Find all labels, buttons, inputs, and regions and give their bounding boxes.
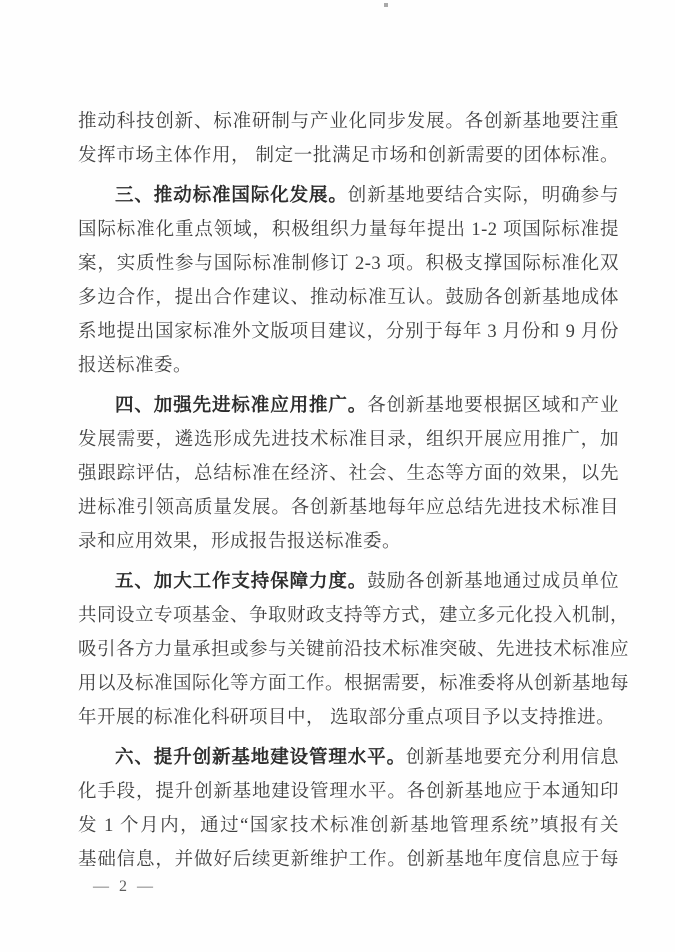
section-heading-line	[78, 740, 619, 774]
text-line	[78, 138, 619, 172]
body-text: 发展需要，遴选形成先进技术标准目录，组织开展应用推广，加	[78, 430, 619, 450]
text-line	[78, 842, 619, 876]
text-line	[78, 666, 630, 700]
text-line	[78, 808, 619, 842]
text-line	[78, 422, 619, 456]
body-text: 用以及标准国际化等方面工作。根据需要，标准委将从创新基地每	[78, 674, 630, 694]
text-line	[78, 598, 630, 632]
body-text: 录和应用效果，形成报告报送标准委。	[78, 532, 402, 552]
body-text: 化手段，提升创新基地建设管理水平。各创新基地应于本通知印	[78, 782, 619, 802]
section-heading-line	[78, 388, 619, 422]
heading-text: 五、加大工作支持保障力度。	[115, 570, 368, 591]
body-text: 案，实质性参与国际标准制修订 2-3 项。积极支撑国际标准化双	[78, 254, 619, 274]
body-text: 创新基地要充分利用信息	[405, 748, 619, 768]
body-text: 基础信息，并做好后续更新维护工作。创新基地年度信息应于每	[78, 850, 619, 870]
body-text: 进标准引领高质量发展。各创新基地每年应总结先进技术标准目	[78, 498, 619, 518]
text-line	[78, 490, 619, 524]
text-line	[78, 774, 619, 808]
text-line	[78, 246, 619, 280]
body-text: 发挥市场主体作用， 制定一批满足市场和创新需要的团体标准。	[78, 146, 619, 166]
body-text: 鼓励各创新基地通过成员单位	[367, 572, 619, 592]
heading-text: 四、加强先进标准应用推广。	[115, 394, 368, 415]
body-text: 发 1 个月内，通过“国家技术标准创新基地管理系统”填报有关	[78, 816, 619, 836]
text-line	[78, 700, 619, 734]
section-heading-line	[78, 564, 619, 598]
body-text: 创新基地要结合实际，明确参与	[347, 186, 619, 206]
text-line	[78, 314, 619, 348]
body-text: 各创新基地要根据区域和产业	[367, 396, 619, 416]
body-text: 吸引各方力量承担或参与关键前沿技术标准突破、先进技术标准应	[78, 640, 630, 660]
text-line	[78, 524, 619, 558]
document-body	[78, 104, 630, 876]
body-text: 多边合作，提出合作建议、推动标准互认。鼓励各创新基地成体	[78, 288, 619, 308]
scan-artifact-dot	[384, 3, 388, 7]
body-text: 共同设立专项基金、争取财政支持等方式，建立多元化投入机制，	[78, 606, 630, 626]
body-text: 国际标准化重点领域，积极组织力量每年提出 1-2 项国际标准提	[78, 220, 619, 240]
text-line	[78, 280, 619, 314]
body-text: 系地提出国家标准外文版项目建议，分别于每年 3 月份和 9 月份	[78, 322, 619, 342]
text-line	[78, 104, 619, 138]
text-line	[78, 348, 619, 382]
section-heading-line	[78, 178, 619, 212]
body-text: 年开展的标准化科研项目中， 选取部分重点项目予以支持推进。	[78, 708, 616, 728]
text-line	[78, 456, 619, 490]
heading-text: 六、提升创新基地建设管理水平。	[115, 746, 406, 767]
body-text: 强跟踪评估，总结标准在经济、社会、生态等方面的效果，以先	[78, 464, 619, 484]
page-number: — 2 —	[93, 878, 156, 895]
body-text: 推动科技创新、标准研制与产业化同步发展。各创新基地要注重	[78, 112, 619, 132]
body-text: 报送标准委。	[78, 356, 193, 376]
heading-text: 三、推动标准国际化发展。	[115, 184, 348, 205]
text-line	[78, 212, 619, 246]
text-line	[78, 632, 630, 666]
